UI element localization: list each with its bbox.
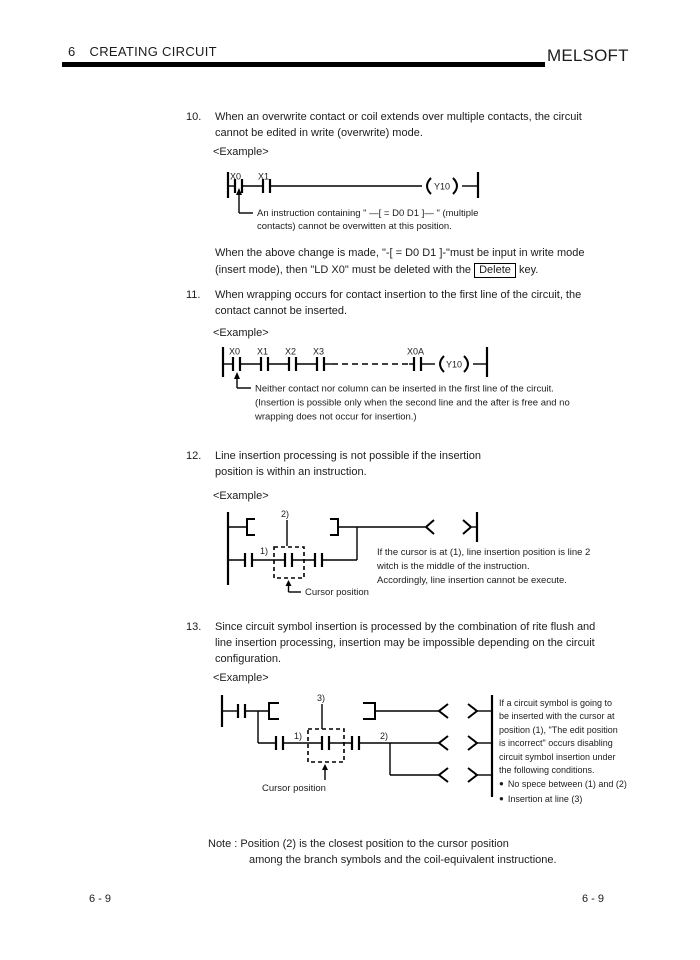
contact-label-x1: X1 bbox=[258, 171, 270, 182]
ladder-diagram-symbol-insertion bbox=[210, 690, 502, 808]
item-13-number: 13. bbox=[186, 621, 202, 633]
delete-key-cap: Delete bbox=[474, 263, 516, 278]
d4-note-line-5: circuit symbol insertion under bbox=[499, 751, 616, 762]
callout-arrow bbox=[234, 372, 251, 388]
cursor-box bbox=[308, 729, 344, 762]
item-11-line-1: When wrapping occurs for contact insertion to the first line of the circuit, the bbox=[215, 289, 582, 301]
chapter-title: CREATING CIRCUIT bbox=[89, 44, 217, 59]
paragraph-line-1: When the above change is made, "-[ = D0 D1 ]-"must be input in write mode bbox=[215, 247, 585, 259]
item-13 bbox=[186, 619, 595, 667]
example-label-4: <Example> bbox=[213, 672, 269, 684]
position-3-label: 3) bbox=[317, 693, 326, 703]
d4-note-bullet-1 bbox=[499, 777, 627, 791]
bottom-note-line-1: Note : Position (2) is the closest position to the cursor position bbox=[208, 838, 509, 850]
instruction-open-bracket bbox=[247, 519, 255, 535]
item-11-text bbox=[215, 287, 581, 319]
item-13-line-2: line insertion processing, insertion may be impossible depending on the circuit bbox=[215, 637, 595, 649]
item-12-text bbox=[215, 448, 481, 480]
annotation-line-2: (Insertion is possible only when the second line and the after is free and no bbox=[255, 397, 570, 409]
d4-note-line-3: position (1), "The edit position bbox=[499, 724, 618, 735]
item-12-line-1: Line insertion processing is not possible if the insertion bbox=[215, 450, 481, 462]
paragraph-after-item-10 bbox=[215, 245, 584, 278]
contact-row2-b bbox=[352, 736, 359, 750]
contact-label-x2: X2 bbox=[285, 346, 297, 357]
item-10-number: 10. bbox=[186, 111, 202, 123]
annotation-line-1: Neither contact nor column can be inserted in the first line of the circuit. bbox=[255, 383, 554, 395]
item-11 bbox=[186, 287, 581, 319]
item-13-line-1: Since circuit symbol insertion is processed by the combination of rite flush and bbox=[215, 621, 596, 633]
item-12-number: 12. bbox=[186, 450, 202, 462]
brand-logo-text: MELSOFT bbox=[547, 46, 629, 65]
item-13-line-3: configuration. bbox=[215, 653, 282, 665]
contact-a bbox=[245, 553, 252, 567]
contact-label-x1: X1 bbox=[257, 346, 269, 357]
bottom-note-line-2: among the branch symbols and the coil-equivalent instructione. bbox=[249, 854, 557, 866]
item-12 bbox=[186, 448, 481, 480]
example-label-2: <Example> bbox=[213, 327, 269, 339]
ladder-diagram-wrapping bbox=[215, 343, 665, 429]
cursor-contact bbox=[285, 553, 292, 567]
annotation-line-3: wrapping does not occur for insertion.) bbox=[255, 411, 417, 423]
contact-b bbox=[315, 553, 322, 567]
d3-note-line-1: If the cursor is at (1), line insertion position is line 2 bbox=[377, 547, 591, 558]
callout-arrow bbox=[236, 188, 253, 213]
instruction-open-bracket bbox=[269, 703, 279, 719]
cursor-contact bbox=[322, 736, 329, 750]
contact-label-x0: X0 bbox=[230, 171, 242, 182]
paragraph-line-2 bbox=[215, 262, 584, 279]
position-1-label: 1) bbox=[260, 546, 269, 556]
contact-row2-a bbox=[276, 736, 283, 750]
item-10-text bbox=[215, 109, 582, 141]
coil bbox=[426, 520, 471, 534]
contact-label-x3: X3 bbox=[313, 346, 325, 357]
chapter-heading bbox=[68, 44, 217, 59]
page-number-right: 6 - 9 bbox=[582, 893, 605, 905]
d4-bullet-2-text: Insertion at line (3) bbox=[507, 793, 583, 804]
ladder-diagram-overwrite bbox=[215, 168, 500, 240]
item-10-line-1: When an overwrite contact or coil extends over multiple contacts, the circuit bbox=[215, 111, 582, 123]
coil-row1 bbox=[439, 704, 477, 718]
chapter-number: 6 bbox=[68, 44, 76, 59]
d4-note-line-1: If a circuit symbol is going to bbox=[499, 698, 613, 708]
coil-label-y10: Y10 bbox=[434, 181, 451, 192]
d3-note-line-3: Accordingly, line insertion cannot be execute. bbox=[377, 575, 567, 586]
item-12-line-2: position is within an instruction. bbox=[215, 466, 367, 478]
item-10 bbox=[186, 109, 582, 141]
contact-label-x0: X0 bbox=[229, 346, 241, 357]
position-1-label: 1) bbox=[294, 731, 303, 741]
diagram-4-note bbox=[499, 697, 627, 806]
instruction-close-bracket bbox=[330, 519, 338, 535]
contact-x3 bbox=[317, 357, 324, 371]
header-rule bbox=[62, 62, 545, 67]
bullet-icon: ● bbox=[499, 793, 504, 803]
cursor-arrow bbox=[286, 580, 302, 592]
item-10-line-2: cannot be edited in write (overwrite) mode. bbox=[215, 127, 423, 139]
coil-row3 bbox=[439, 768, 477, 782]
bottom-note bbox=[208, 836, 557, 868]
d4-note-line-6: the following conditions. bbox=[499, 765, 595, 776]
cursor-arrow bbox=[322, 764, 328, 780]
contact-x1 bbox=[261, 357, 268, 371]
annotation-line-1: An instruction containing " —[ = D0 D1 ]— " (multiple bbox=[257, 208, 479, 219]
paragraph-line-2-post: key. bbox=[515, 263, 539, 276]
item-11-number: 11. bbox=[186, 289, 201, 301]
contact-top bbox=[238, 704, 245, 718]
cursor-box bbox=[274, 547, 304, 578]
diagram-3-note bbox=[377, 546, 590, 588]
contact-x0 bbox=[233, 357, 240, 371]
example-label-3: <Example> bbox=[213, 490, 269, 502]
d4-bullet-1-text: No spece between (1) and (2) bbox=[507, 779, 627, 790]
paragraph-line-2-pre: (insert mode), then "LD X0" must be deleted with the bbox=[215, 263, 475, 276]
contact-label-x0a: X0A bbox=[407, 346, 425, 357]
contact-x2 bbox=[289, 357, 296, 371]
contact-x0a bbox=[414, 357, 421, 371]
d3-note-line-2: witch is the middle of the instruction. bbox=[377, 561, 530, 572]
position-2-label: 2) bbox=[281, 509, 290, 519]
annotation-line-2: contacts) cannot be overwitten at this position. bbox=[257, 221, 452, 232]
cursor-position-label: Cursor position bbox=[262, 783, 326, 794]
page-number-left: 6 - 9 bbox=[89, 893, 112, 905]
position-2-label: 2) bbox=[380, 731, 389, 741]
coil-row2 bbox=[439, 736, 477, 750]
example-label-1: <Example> bbox=[213, 146, 269, 158]
bullet-icon: ● bbox=[499, 779, 504, 789]
item-13-text bbox=[215, 619, 595, 667]
instruction-close-bracket bbox=[363, 703, 375, 719]
coil-label-y10: Y10 bbox=[446, 359, 463, 370]
d4-note-line-4: is incorrect" occurs disabling bbox=[499, 738, 613, 749]
item-11-line-2: contact cannot be inserted. bbox=[215, 305, 348, 317]
d4-note-bullet-2 bbox=[499, 792, 627, 806]
d4-note-line-2: be inserted with the cursor at bbox=[499, 711, 615, 722]
cursor-position-label: Cursor position bbox=[305, 587, 369, 598]
